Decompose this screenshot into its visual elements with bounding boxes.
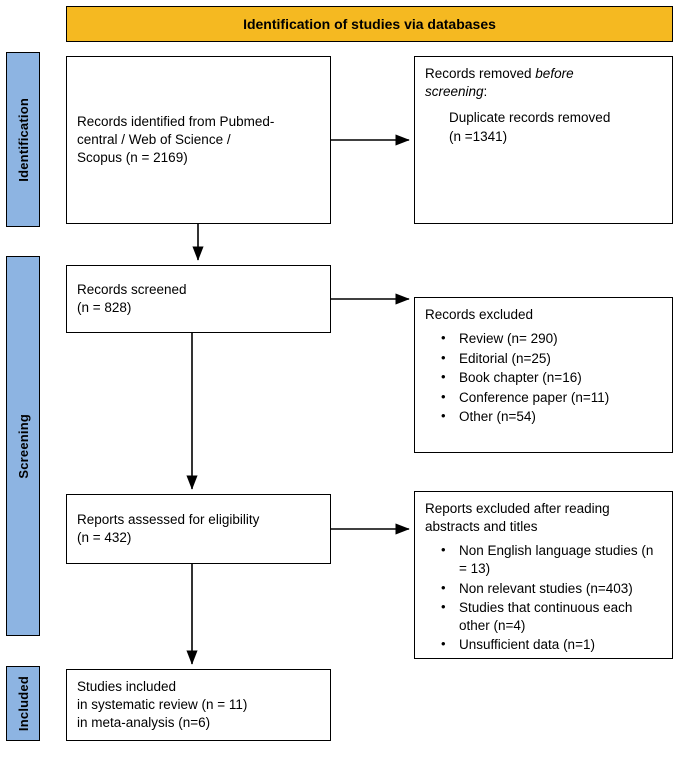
records-removed-line1-italic: before	[535, 66, 574, 81]
list-item: • Non English language studies (n = 13)	[459, 542, 662, 577]
records-excluded-list	[425, 330, 662, 426]
records-removed-line2-italic: screening	[425, 84, 484, 100]
records-screened-line1: Records screened	[77, 281, 187, 297]
records-removed-line3: Duplicate records removed	[449, 110, 611, 126]
records-identified-line2: central / Web of Science /	[77, 131, 231, 147]
list-item: • Unsufficient data (n=1)	[459, 636, 662, 654]
list-item: • Editorial (n=25)	[459, 350, 662, 368]
box-studies-included	[66, 669, 331, 741]
records-identified-line1: Records identified from Pubmed-	[77, 113, 275, 129]
list-item: • Non relevant studies (n=403)	[459, 580, 662, 598]
stage-label-included-text: Included	[15, 675, 31, 732]
stage-label-identification-text: Identification	[15, 97, 31, 182]
diagram-title: Identification of studies via databases	[243, 16, 496, 32]
studies-included-line2: in systematic review (n = 11)	[77, 696, 248, 712]
stage-label-identification	[6, 52, 40, 227]
reports-excluded-list	[425, 542, 662, 653]
spacer	[425, 101, 662, 109]
stage-label-included	[6, 666, 40, 741]
diagram-title-banner	[66, 6, 673, 42]
stage-label-screening	[6, 256, 40, 636]
records-excluded-title: Records excluded	[425, 307, 534, 322]
box-records-identified	[66, 56, 331, 224]
studies-included-line3: in meta-analysis (n=6)	[77, 715, 211, 731]
reports-excluded-title-line2: abstracts and titles	[425, 519, 538, 535]
reports-excluded-title-line1: Reports excluded after reading	[425, 501, 610, 516]
list-item: • Conference paper (n=11)	[459, 389, 662, 407]
list-item: • Other (n=54)	[459, 408, 662, 426]
box-records-screened	[66, 265, 331, 333]
records-identified-line3: Scopus (n = 2169)	[77, 150, 188, 166]
box-records-excluded	[414, 297, 673, 453]
list-item: • Review (n= 290)	[459, 330, 662, 348]
records-removed-line4: (n =1341)	[449, 128, 508, 144]
reports-assessed-line1: Reports assessed for eligibility	[77, 511, 260, 527]
stage-label-screening-text: Screening	[15, 413, 31, 479]
reports-assessed-line2: (n = 432)	[77, 530, 132, 545]
box-reports-excluded-abstracts	[414, 491, 673, 659]
list-item: • Book chapter (n=16)	[459, 369, 662, 387]
records-removed-line1: Records removed	[425, 66, 536, 81]
records-removed-line2-end: :	[483, 84, 488, 100]
studies-included-line1: Studies included	[77, 678, 177, 694]
list-item: • Studies that continuous each other (n=4)	[459, 599, 662, 634]
box-records-removed	[414, 56, 673, 224]
box-reports-assessed-eligibility	[66, 494, 331, 564]
records-screened-line2: (n = 828)	[77, 300, 132, 315]
